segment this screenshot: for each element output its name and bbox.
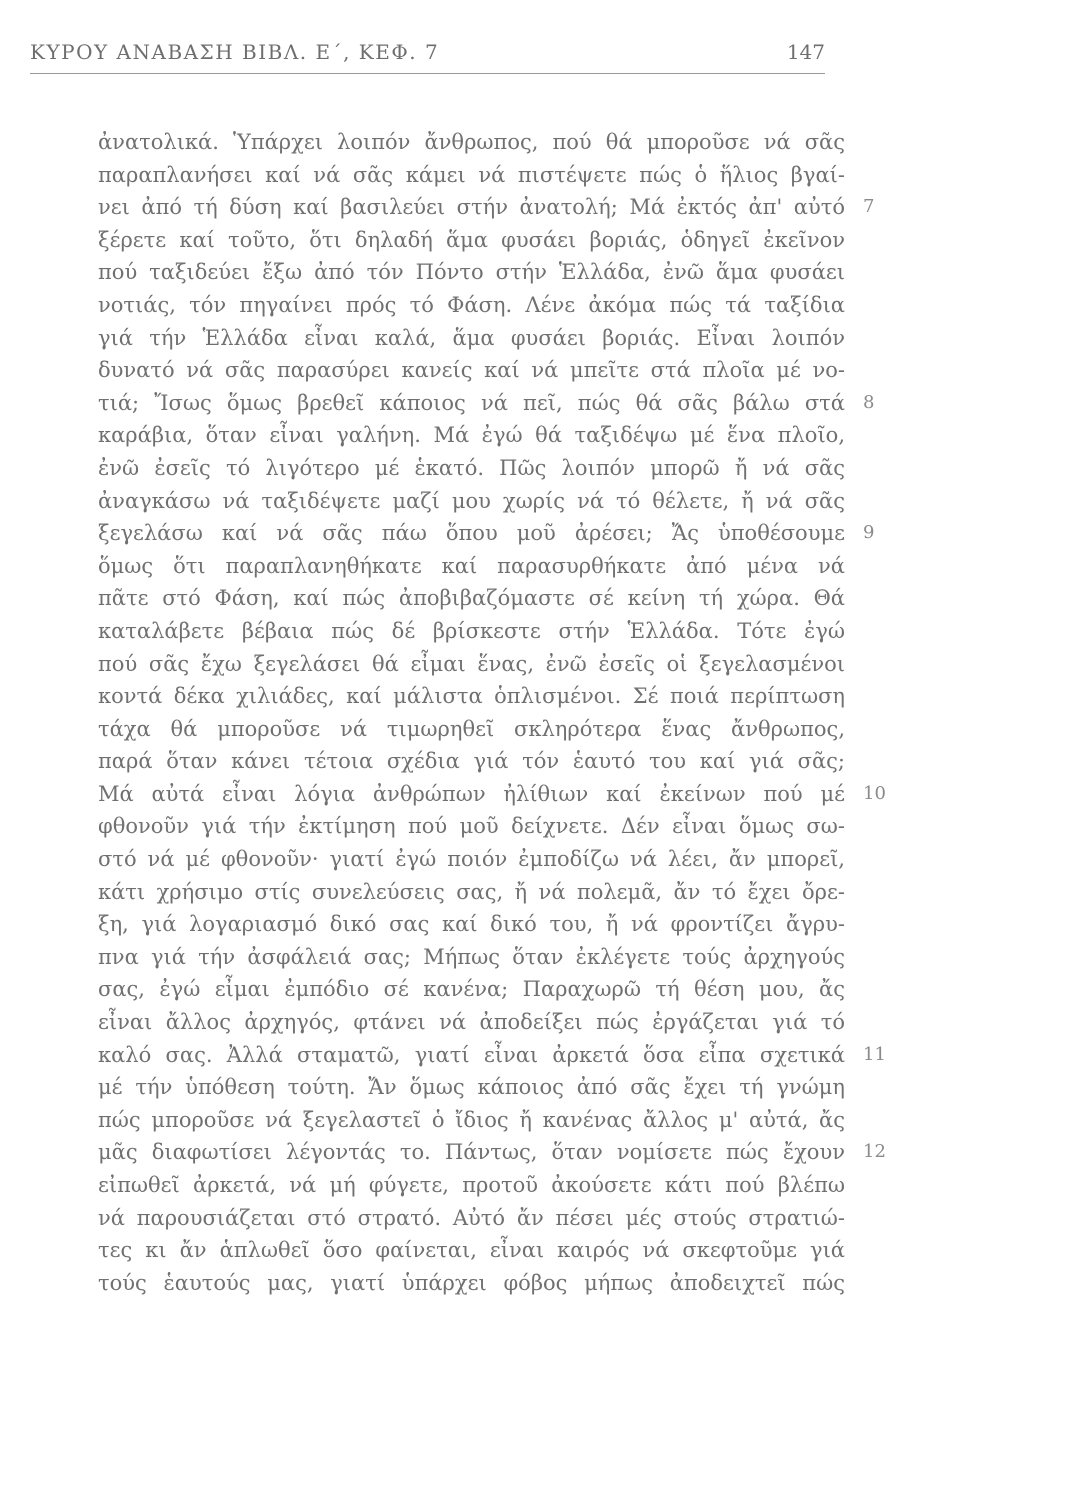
text-line (98, 354, 845, 387)
text-line (98, 159, 845, 192)
line-text: γιά τήν Ἑλλάδα εἶναι καλά, ἅμα φυσάει βοριάς. Εἶναι λοιπόν (98, 325, 845, 350)
line-text: σας, ἐγώ εἶμαι ἐμπόδιο σέ κανένα; Παραχωρῶ τή θέση μου, ἄς (98, 977, 845, 1002)
text-line (98, 778, 886, 811)
text-line (98, 1039, 886, 1072)
text-line (98, 1104, 845, 1137)
line-text: καράβια, ὅταν εἶναι γαλήνη. Μά ἐγώ θά ταξιδέψω μέ ἕνα πλοῖο, (98, 423, 845, 448)
line-text: καταλάβετε βέβαια πώς δέ βρίσκεστε στήν Ἑλλάδα. Τότε ἐγώ (98, 618, 845, 643)
line-text: τιά; Ἴσως ὅμως βρεθεῖ κάποιος νά πεῖ, πώς θά σᾶς βάλω στά (98, 390, 845, 415)
line-text: πᾶτε στό Φάση, καί πώς ἀποβιβαζόμαστε σέ κείνη τή χώρα. Θά (98, 586, 845, 611)
line-text: ξέρετε καί τοῦτο, ὅτι δηλαδή ἅμα φυσάει βοριάς, ὁδηγεῖ ἐκεῖνον (98, 227, 845, 252)
line-text: Μά αὐτά εἶναι λόγια ἀνθρώπων ἠλίθιων καί ἐκείνων πού μέ (98, 781, 845, 806)
line-text: νοτιάς, τόν πηγαίνει πρός τό Φάση. Λένε ἀκόμα πώς τά ταξίδια (98, 292, 845, 317)
text-line (98, 191, 875, 224)
line-text: μέ τήν ὑπόθεση τούτη. Ἄν ὅμως κάποιος ἀπό σᾶς ἔχει τή γνώμη (98, 1075, 845, 1100)
running-head (30, 40, 825, 74)
text-line (98, 843, 845, 876)
line-text: νά παρουσιάζεται στό στρατό. Αὐτό ἄν πέσει μές στούς στρατιώ- (98, 1205, 845, 1230)
page-number: 147 (786, 40, 825, 64)
text-line (98, 745, 845, 778)
line-text: κοντά δέκα χιλιάδες, καί μάλιστα ὁπλισμένοι. Σέ ποιά περίπτωση (98, 684, 845, 709)
text-line (98, 550, 845, 583)
text-line (98, 941, 845, 974)
text-line (98, 419, 845, 452)
text-line (98, 648, 845, 681)
text-line (98, 810, 845, 843)
section-number: 8 (863, 391, 875, 413)
line-text: ἀνατολικά. Ὑπάρχει λοιπόν ἄνθρωπος, πού θά μποροῦσε νά σᾶς (98, 130, 845, 154)
text-line (98, 485, 845, 518)
text-line (98, 1136, 886, 1169)
line-text: ἀναγκάσω νά ταξιδέψετε μαζί μου χωρίς νά τό θέλετε, ἤ νά σᾶς (98, 488, 845, 513)
text-line (98, 582, 845, 615)
line-text: τες κι ἄν ἁπλωθεῖ ὅσο φαίνεται, εἶναι καιρός νά σκεφτοῦμε γιά (98, 1238, 845, 1263)
body-text (98, 126, 886, 1299)
running-title: ΚΥΡΟΥ ΑΝΑΒΑΣΗ ΒΙΒΛ. Ε΄, ΚΕΦ. 7 (30, 40, 440, 64)
text-line (98, 517, 875, 550)
text-line (98, 1267, 845, 1300)
section-number: 7 (863, 196, 875, 218)
line-text: παρά ὅταν κάνει τέτοια σχέδια γιά τόν ἑαυτό του καί γιά σᾶς; (98, 749, 845, 774)
text-line (98, 322, 845, 355)
line-text: ξη, γιά λογαριασμό δικό σας καί δικό του, ἤ νά φροντίζει ἄγρυ- (98, 912, 845, 937)
line-text: παραπλανήσει καί νά σᾶς κάμει νά πιστέψετε πώς ὁ ἥλιος βγαί- (98, 162, 845, 187)
line-text: στό νά μέ φθονοῦν· γιατί ἐγώ ποιόν ἐμποδίζω νά λέει, ἄν μπορεῖ, (98, 847, 845, 872)
text-line (98, 713, 845, 746)
line-text: φθονοῦν γιά τήν ἐκτίμηση πού μοῦ δείχνετε. Δέν εἶναι ὅμως σω- (98, 814, 845, 839)
section-number: 10 (863, 782, 886, 804)
line-text: πού ταξιδεύει ἔξω ἀπό τόν Πόντο στήν Ἑλλάδα, ἐνῶ ἅμα φυσάει (98, 260, 845, 285)
text-line (98, 876, 845, 909)
line-text: ἐνῶ ἐσεῖς τό λιγότερο μέ ἑκατό. Πῶς λοιπόν μπορῶ ἤ νά σᾶς (98, 455, 845, 480)
text-line (98, 256, 845, 289)
text-line (98, 1202, 845, 1235)
text-line (98, 452, 845, 485)
line-text: κάτι χρήσιμο στίς συνελεύσεις σας, ἤ νά πολεμᾶ, ἄν τό ἔχει ὄρε- (98, 879, 845, 904)
line-text: μᾶς διαφωτίσει λέγοντάς το. Πάντως, ὅταν νομίσετε πώς ἔχουν (98, 1140, 845, 1165)
line-text: καλό σας. Ἀλλά σταματῶ, γιατί εἶναι ἀρκετά ὅσα εἶπα σχετικά (98, 1042, 845, 1067)
text-line (98, 1071, 845, 1104)
text-line (98, 1234, 845, 1267)
text-line (98, 680, 845, 713)
line-text: δυνατό νά σᾶς παρασύρει κανείς καί νά μπεῖτε στά πλοῖα μέ νο- (98, 358, 845, 383)
line-text: εἰπωθεῖ ἀρκετά, νά μή φύγετε, προτοῦ ἀκούσετε κάτι πού βλέπω (98, 1173, 845, 1197)
text-line (98, 973, 845, 1006)
text-line (98, 1169, 845, 1202)
text-line (98, 289, 845, 322)
header-rule (30, 73, 825, 74)
line-text: τάχα θά μποροῦσε νά τιμωρηθεῖ σκληρότερα ἕνας ἄνθρωπος, (98, 716, 845, 741)
text-line (98, 908, 845, 941)
line-text: ὅμως ὅτι παραπλανηθήκατε καί παρασυρθήκατε ἀπό μένα νά (98, 553, 845, 578)
text-line (98, 615, 845, 648)
line-text: πού σᾶς ἔχω ξεγελάσει θά εἶμαι ἕνας, ἐνῶ ἐσεῖς οἱ ξεγελασμένοι (98, 651, 845, 676)
text-line (98, 1006, 845, 1039)
section-number: 11 (863, 1043, 886, 1065)
line-text: τούς ἑαυτούς μας, γιατί ὑπάρχει φόβος μήπως ἀποδειχτεῖ πώς (98, 1270, 845, 1295)
line-text: εἶναι ἄλλος ἀρχηγός, φτάνει νά ἀποδείξει πώς ἐργάζεται γιά τό (98, 1010, 845, 1035)
line-text: πνα γιά τήν ἀσφάλειά σας; Μήπως ὅταν ἐκλέγετε τούς ἀρχηγούς (98, 944, 845, 969)
section-number: 9 (863, 522, 875, 544)
text-line (98, 387, 875, 420)
text-line (98, 126, 845, 159)
line-text: νει ἀπό τή δύση καί βασιλεύει στήν ἀνατολή; Μά ἐκτός ἀπ' αὐτό (98, 195, 845, 220)
line-text: ξεγελάσω καί νά σᾶς πάω ὅπου μοῦ ἀρέσει; Ἄς ὑποθέσουμε (98, 521, 845, 546)
line-text: πώς μποροῦσε νά ξεγελαστεῖ ὁ ἴδιος ἤ κανένας ἄλλος μ' αὐτά, ἄς (98, 1107, 845, 1132)
section-number: 12 (863, 1141, 886, 1163)
text-line (98, 224, 845, 257)
